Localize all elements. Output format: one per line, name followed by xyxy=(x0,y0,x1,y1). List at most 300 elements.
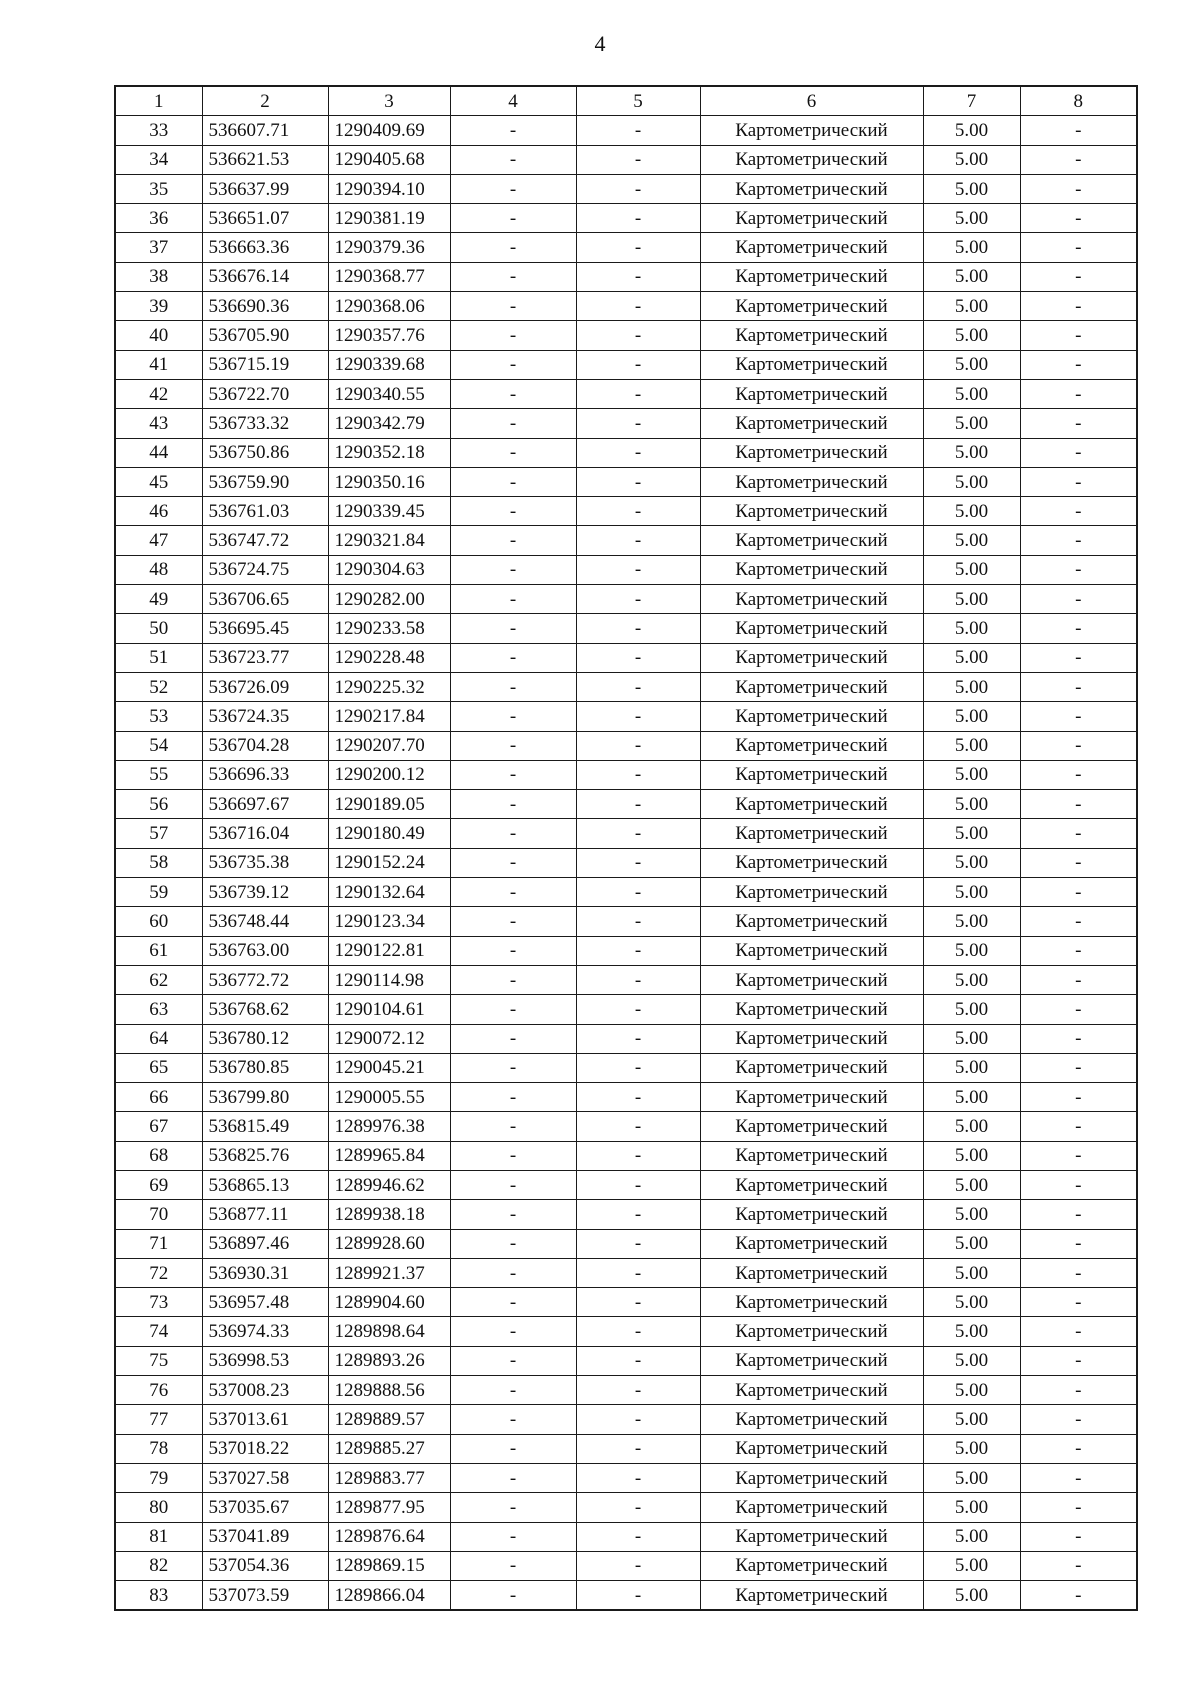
cell-method: Картометрический xyxy=(700,1551,923,1580)
cell-col-4-value: - xyxy=(450,1581,576,1611)
cell-method: Картометрический xyxy=(700,760,923,789)
cell-method: Картометрический xyxy=(700,1581,923,1611)
cell-accuracy: 5.00 xyxy=(923,1200,1020,1229)
cell-col-8-value: - xyxy=(1020,585,1137,614)
cell-method: Картометрический xyxy=(700,702,923,731)
cell-point-number: 69 xyxy=(115,1170,202,1199)
cell-accuracy: 5.00 xyxy=(923,585,1020,614)
cell-coord-x: 536748.44 xyxy=(202,907,328,936)
cell-col-8-value: - xyxy=(1020,1434,1137,1463)
cell-coord-y: 1289866.04 xyxy=(328,1581,450,1611)
table-row xyxy=(115,497,1137,526)
cell-coord-x: 536825.76 xyxy=(202,1141,328,1170)
table-row xyxy=(115,1463,1137,1492)
cell-col-8-value: - xyxy=(1020,1551,1137,1580)
table-row xyxy=(115,1141,1137,1170)
table-row xyxy=(115,555,1137,584)
cell-col-8-value: - xyxy=(1020,497,1137,526)
table-row xyxy=(115,1376,1137,1405)
table-row xyxy=(115,672,1137,701)
cell-col-4-value: - xyxy=(450,321,576,350)
cell-col-5-value: - xyxy=(576,672,700,701)
cell-col-4-value: - xyxy=(450,672,576,701)
cell-coord-y: 1290321.84 xyxy=(328,526,450,555)
cell-point-number: 83 xyxy=(115,1581,202,1611)
cell-col-4-value: - xyxy=(450,1317,576,1346)
cell-coord-y: 1289946.62 xyxy=(328,1170,450,1199)
cell-col-4-value: - xyxy=(450,819,576,848)
cell-col-8-value: - xyxy=(1020,995,1137,1024)
cell-col-4-value: - xyxy=(450,467,576,496)
cell-coord-y: 1290207.70 xyxy=(328,731,450,760)
cell-col-4-value: - xyxy=(450,1200,576,1229)
table-row xyxy=(115,1317,1137,1346)
cell-point-number: 36 xyxy=(115,204,202,233)
cell-coord-y: 1290342.79 xyxy=(328,409,450,438)
cell-point-number: 49 xyxy=(115,585,202,614)
cell-coord-x: 536739.12 xyxy=(202,878,328,907)
cell-coord-y: 1290045.21 xyxy=(328,1053,450,1082)
cell-accuracy: 5.00 xyxy=(923,379,1020,408)
cell-col-5-value: - xyxy=(576,819,700,848)
cell-col-8-value: - xyxy=(1020,1024,1137,1053)
cell-point-number: 37 xyxy=(115,233,202,262)
cell-col-4-value: - xyxy=(450,1258,576,1287)
cell-col-8-value: - xyxy=(1020,1581,1137,1611)
cell-coord-x: 536716.04 xyxy=(202,819,328,848)
cell-coord-y: 1290339.45 xyxy=(328,497,450,526)
cell-coord-x: 536747.72 xyxy=(202,526,328,555)
header-cell-3: 3 xyxy=(328,86,450,116)
cell-accuracy: 5.00 xyxy=(923,409,1020,438)
cell-coord-x: 536759.90 xyxy=(202,467,328,496)
cell-coord-x: 536663.36 xyxy=(202,233,328,262)
cell-accuracy: 5.00 xyxy=(923,936,1020,965)
cell-coord-y: 1290152.24 xyxy=(328,848,450,877)
table-row xyxy=(115,936,1137,965)
cell-coord-x: 536690.36 xyxy=(202,292,328,321)
cell-coord-y: 1289889.57 xyxy=(328,1405,450,1434)
cell-coord-y: 1290282.00 xyxy=(328,585,450,614)
cell-col-5-value: - xyxy=(576,526,700,555)
cell-col-5-value: - xyxy=(576,438,700,467)
cell-coord-x: 536998.53 xyxy=(202,1346,328,1375)
cell-method: Картометрический xyxy=(700,379,923,408)
table-row xyxy=(115,1581,1137,1611)
cell-col-5-value: - xyxy=(576,1376,700,1405)
table-row xyxy=(115,292,1137,321)
cell-coord-y: 1290200.12 xyxy=(328,760,450,789)
cell-coord-x: 537008.23 xyxy=(202,1376,328,1405)
cell-col-5-value: - xyxy=(576,614,700,643)
cell-accuracy: 5.00 xyxy=(923,262,1020,291)
cell-point-number: 77 xyxy=(115,1405,202,1434)
cell-method: Картометрический xyxy=(700,262,923,291)
cell-coord-y: 1290228.48 xyxy=(328,643,450,672)
cell-col-8-value: - xyxy=(1020,116,1137,145)
cell-point-number: 50 xyxy=(115,614,202,643)
table-row xyxy=(115,1551,1137,1580)
cell-col-4-value: - xyxy=(450,878,576,907)
cell-col-4-value: - xyxy=(450,1053,576,1082)
cell-method: Картометрический xyxy=(700,174,923,203)
cell-col-4-value: - xyxy=(450,995,576,1024)
cell-accuracy: 5.00 xyxy=(923,702,1020,731)
cell-accuracy: 5.00 xyxy=(923,848,1020,877)
cell-col-4-value: - xyxy=(450,409,576,438)
cell-col-8-value: - xyxy=(1020,379,1137,408)
cell-method: Картометрический xyxy=(700,350,923,379)
header-cell-6: 6 xyxy=(700,86,923,116)
table-row xyxy=(115,321,1137,350)
cell-point-number: 68 xyxy=(115,1141,202,1170)
table-row xyxy=(115,409,1137,438)
table-row xyxy=(115,1434,1137,1463)
cell-coord-y: 1290233.58 xyxy=(328,614,450,643)
cell-col-4-value: - xyxy=(450,731,576,760)
cell-col-5-value: - xyxy=(576,1170,700,1199)
cell-col-4-value: - xyxy=(450,1288,576,1317)
cell-method: Картометрический xyxy=(700,526,923,555)
cell-col-8-value: - xyxy=(1020,174,1137,203)
header-cell-1: 1 xyxy=(115,86,202,116)
table-row xyxy=(115,614,1137,643)
cell-coord-x: 536815.49 xyxy=(202,1112,328,1141)
cell-col-5-value: - xyxy=(576,555,700,584)
cell-coord-x: 537027.58 xyxy=(202,1463,328,1492)
cell-col-5-value: - xyxy=(576,936,700,965)
cell-coord-y: 1290339.68 xyxy=(328,350,450,379)
cell-col-4-value: - xyxy=(450,585,576,614)
cell-coord-y: 1290394.10 xyxy=(328,174,450,203)
cell-accuracy: 5.00 xyxy=(923,292,1020,321)
table-row xyxy=(115,878,1137,907)
table-body xyxy=(115,116,1137,1611)
cell-coord-y: 1289976.38 xyxy=(328,1112,450,1141)
cell-method: Картометрический xyxy=(700,497,923,526)
cell-col-8-value: - xyxy=(1020,262,1137,291)
cell-point-number: 55 xyxy=(115,760,202,789)
cell-method: Картометрический xyxy=(700,614,923,643)
cell-method: Картометрический xyxy=(700,1258,923,1287)
table-row xyxy=(115,995,1137,1024)
cell-method: Картометрический xyxy=(700,292,923,321)
cell-point-number: 66 xyxy=(115,1083,202,1112)
cell-coord-y: 1290123.34 xyxy=(328,907,450,936)
table-row xyxy=(115,1200,1137,1229)
cell-col-8-value: - xyxy=(1020,1258,1137,1287)
cell-point-number: 33 xyxy=(115,116,202,145)
header-cell-7: 7 xyxy=(923,86,1020,116)
cell-method: Картометрический xyxy=(700,1141,923,1170)
cell-col-4-value: - xyxy=(450,116,576,145)
cell-method: Картометрический xyxy=(700,731,923,760)
cell-col-5-value: - xyxy=(576,1493,700,1522)
cell-col-4-value: - xyxy=(450,497,576,526)
cell-col-4-value: - xyxy=(450,936,576,965)
cell-accuracy: 5.00 xyxy=(923,116,1020,145)
table-row xyxy=(115,204,1137,233)
cell-method: Картометрический xyxy=(700,1170,923,1199)
table-row xyxy=(115,1112,1137,1141)
cell-method: Картометрический xyxy=(700,145,923,174)
cell-col-5-value: - xyxy=(576,204,700,233)
table-header xyxy=(115,86,1137,116)
cell-method: Картометрический xyxy=(700,1112,923,1141)
table-row xyxy=(115,526,1137,555)
cell-point-number: 79 xyxy=(115,1463,202,1492)
cell-method: Картометрический xyxy=(700,555,923,584)
table-row xyxy=(115,760,1137,789)
cell-col-4-value: - xyxy=(450,907,576,936)
cell-coord-x: 536780.85 xyxy=(202,1053,328,1082)
cell-point-number: 71 xyxy=(115,1229,202,1258)
cell-coord-y: 1289938.18 xyxy=(328,1200,450,1229)
cell-accuracy: 5.00 xyxy=(923,1346,1020,1375)
cell-col-8-value: - xyxy=(1020,731,1137,760)
cell-point-number: 35 xyxy=(115,174,202,203)
cell-coord-x: 536750.86 xyxy=(202,438,328,467)
cell-col-4-value: - xyxy=(450,702,576,731)
cell-method: Картометрический xyxy=(700,965,923,994)
cell-accuracy: 5.00 xyxy=(923,995,1020,1024)
cell-method: Картометрический xyxy=(700,321,923,350)
cell-coord-y: 1290304.63 xyxy=(328,555,450,584)
cell-coord-x: 537013.61 xyxy=(202,1405,328,1434)
cell-accuracy: 5.00 xyxy=(923,1405,1020,1434)
cell-col-8-value: - xyxy=(1020,936,1137,965)
cell-coord-x: 536761.03 xyxy=(202,497,328,526)
table-row xyxy=(115,643,1137,672)
cell-coord-x: 536607.71 xyxy=(202,116,328,145)
cell-coord-x: 536772.72 xyxy=(202,965,328,994)
table-row xyxy=(115,1053,1137,1082)
cell-col-5-value: - xyxy=(576,1200,700,1229)
cell-point-number: 41 xyxy=(115,350,202,379)
cell-col-5-value: - xyxy=(576,1141,700,1170)
cell-col-5-value: - xyxy=(576,145,700,174)
cell-accuracy: 5.00 xyxy=(923,672,1020,701)
cell-method: Картометрический xyxy=(700,643,923,672)
cell-col-5-value: - xyxy=(576,233,700,262)
cell-accuracy: 5.00 xyxy=(923,1053,1020,1082)
cell-col-4-value: - xyxy=(450,204,576,233)
cell-col-5-value: - xyxy=(576,1053,700,1082)
cell-accuracy: 5.00 xyxy=(923,526,1020,555)
cell-point-number: 61 xyxy=(115,936,202,965)
cell-point-number: 70 xyxy=(115,1200,202,1229)
cell-col-8-value: - xyxy=(1020,702,1137,731)
cell-col-5-value: - xyxy=(576,1434,700,1463)
header-cell-4: 4 xyxy=(450,86,576,116)
cell-col-4-value: - xyxy=(450,1434,576,1463)
cell-point-number: 43 xyxy=(115,409,202,438)
cell-col-8-value: - xyxy=(1020,1463,1137,1492)
table-row xyxy=(115,907,1137,936)
table-row xyxy=(115,145,1137,174)
table-row xyxy=(115,467,1137,496)
cell-col-4-value: - xyxy=(450,1551,576,1580)
cell-point-number: 51 xyxy=(115,643,202,672)
table-row xyxy=(115,1522,1137,1551)
cell-coord-x: 536877.11 xyxy=(202,1200,328,1229)
cell-point-number: 45 xyxy=(115,467,202,496)
cell-coord-x: 536799.80 xyxy=(202,1083,328,1112)
cell-coord-y: 1290114.98 xyxy=(328,965,450,994)
cell-method: Картометрический xyxy=(700,467,923,496)
cell-method: Картометрический xyxy=(700,819,923,848)
cell-method: Картометрический xyxy=(700,438,923,467)
cell-col-5-value: - xyxy=(576,1083,700,1112)
cell-col-4-value: - xyxy=(450,233,576,262)
cell-coord-x: 536706.65 xyxy=(202,585,328,614)
cell-accuracy: 5.00 xyxy=(923,614,1020,643)
cell-point-number: 72 xyxy=(115,1258,202,1287)
cell-point-number: 42 xyxy=(115,379,202,408)
cell-accuracy: 5.00 xyxy=(923,878,1020,907)
cell-accuracy: 5.00 xyxy=(923,1493,1020,1522)
cell-coord-y: 1289898.64 xyxy=(328,1317,450,1346)
cell-coord-y: 1290350.16 xyxy=(328,467,450,496)
cell-method: Картометрический xyxy=(700,936,923,965)
cell-col-8-value: - xyxy=(1020,555,1137,584)
cell-method: Картометрический xyxy=(700,116,923,145)
cell-point-number: 73 xyxy=(115,1288,202,1317)
cell-accuracy: 5.00 xyxy=(923,1581,1020,1611)
cell-accuracy: 5.00 xyxy=(923,819,1020,848)
cell-accuracy: 5.00 xyxy=(923,467,1020,496)
cell-point-number: 80 xyxy=(115,1493,202,1522)
cell-col-4-value: - xyxy=(450,1405,576,1434)
cell-method: Картометрический xyxy=(700,672,923,701)
table-row xyxy=(115,819,1137,848)
cell-coord-x: 536957.48 xyxy=(202,1288,328,1317)
cell-method: Картометрический xyxy=(700,1053,923,1082)
table-row xyxy=(115,1346,1137,1375)
cell-col-5-value: - xyxy=(576,585,700,614)
cell-col-4-value: - xyxy=(450,848,576,877)
cell-col-5-value: - xyxy=(576,497,700,526)
cell-coord-x: 536780.12 xyxy=(202,1024,328,1053)
cell-coord-y: 1289893.26 xyxy=(328,1346,450,1375)
cell-accuracy: 5.00 xyxy=(923,350,1020,379)
cell-coord-y: 1289921.37 xyxy=(328,1258,450,1287)
cell-col-5-value: - xyxy=(576,1581,700,1611)
cell-point-number: 65 xyxy=(115,1053,202,1082)
cell-accuracy: 5.00 xyxy=(923,760,1020,789)
cell-col-5-value: - xyxy=(576,409,700,438)
cell-col-5-value: - xyxy=(576,878,700,907)
cell-method: Картометрический xyxy=(700,1493,923,1522)
cell-coord-x: 536930.31 xyxy=(202,1258,328,1287)
cell-coord-x: 536651.07 xyxy=(202,204,328,233)
table-row xyxy=(115,233,1137,262)
cell-col-5-value: - xyxy=(576,1024,700,1053)
table-row xyxy=(115,1024,1137,1053)
cell-coord-x: 536695.45 xyxy=(202,614,328,643)
cell-col-5-value: - xyxy=(576,1258,700,1287)
table-row xyxy=(115,1083,1137,1112)
cell-method: Картометрический xyxy=(700,1405,923,1434)
cell-point-number: 74 xyxy=(115,1317,202,1346)
cell-col-8-value: - xyxy=(1020,1376,1137,1405)
header-cell-5: 5 xyxy=(576,86,700,116)
cell-accuracy: 5.00 xyxy=(923,145,1020,174)
table-row xyxy=(115,116,1137,145)
cell-col-8-value: - xyxy=(1020,790,1137,819)
cell-method: Картометрический xyxy=(700,409,923,438)
cell-col-8-value: - xyxy=(1020,1141,1137,1170)
cell-col-5-value: - xyxy=(576,790,700,819)
cell-coord-y: 1289885.27 xyxy=(328,1434,450,1463)
page-number: 4 xyxy=(594,31,606,56)
cell-coord-x: 536676.14 xyxy=(202,262,328,291)
cell-coord-y: 1289965.84 xyxy=(328,1141,450,1170)
cell-col-8-value: - xyxy=(1020,526,1137,555)
cell-accuracy: 5.00 xyxy=(923,1551,1020,1580)
cell-col-8-value: - xyxy=(1020,1170,1137,1199)
cell-coord-x: 536724.35 xyxy=(202,702,328,731)
cell-coord-y: 1289883.77 xyxy=(328,1463,450,1492)
cell-col-5-value: - xyxy=(576,262,700,291)
cell-accuracy: 5.00 xyxy=(923,1170,1020,1199)
cell-coord-x: 536726.09 xyxy=(202,672,328,701)
table-row xyxy=(115,1405,1137,1434)
cell-coord-x: 536722.70 xyxy=(202,379,328,408)
cell-col-4-value: - xyxy=(450,614,576,643)
cell-accuracy: 5.00 xyxy=(923,731,1020,760)
cell-col-8-value: - xyxy=(1020,1346,1137,1375)
cell-col-8-value: - xyxy=(1020,1405,1137,1434)
cell-method: Картометрический xyxy=(700,1434,923,1463)
cell-point-number: 48 xyxy=(115,555,202,584)
cell-method: Картометрический xyxy=(700,1229,923,1258)
cell-coord-x: 536621.53 xyxy=(202,145,328,174)
cell-accuracy: 5.00 xyxy=(923,438,1020,467)
cell-accuracy: 5.00 xyxy=(923,790,1020,819)
cell-point-number: 54 xyxy=(115,731,202,760)
table-row xyxy=(115,848,1137,877)
table-row xyxy=(115,174,1137,203)
cell-col-5-value: - xyxy=(576,1463,700,1492)
cell-col-4-value: - xyxy=(450,1141,576,1170)
cell-point-number: 39 xyxy=(115,292,202,321)
cell-coord-y: 1290225.32 xyxy=(328,672,450,701)
cell-coord-y: 1290368.77 xyxy=(328,262,450,291)
cell-point-number: 57 xyxy=(115,819,202,848)
cell-col-5-value: - xyxy=(576,1288,700,1317)
cell-accuracy: 5.00 xyxy=(923,1376,1020,1405)
cell-point-number: 52 xyxy=(115,672,202,701)
cell-accuracy: 5.00 xyxy=(923,1317,1020,1346)
cell-point-number: 64 xyxy=(115,1024,202,1053)
cell-col-4-value: - xyxy=(450,1346,576,1375)
cell-col-8-value: - xyxy=(1020,1053,1137,1082)
cell-accuracy: 5.00 xyxy=(923,497,1020,526)
cell-accuracy: 5.00 xyxy=(923,1288,1020,1317)
cell-method: Картометрический xyxy=(700,1317,923,1346)
table-row xyxy=(115,1493,1137,1522)
cell-point-number: 75 xyxy=(115,1346,202,1375)
cell-coord-y: 1289877.95 xyxy=(328,1493,450,1522)
cell-coord-x: 537035.67 xyxy=(202,1493,328,1522)
cell-col-5-value: - xyxy=(576,995,700,1024)
cell-col-4-value: - xyxy=(450,438,576,467)
cell-coord-y: 1290072.12 xyxy=(328,1024,450,1053)
cell-col-5-value: - xyxy=(576,965,700,994)
cell-accuracy: 5.00 xyxy=(923,1229,1020,1258)
cell-point-number: 38 xyxy=(115,262,202,291)
